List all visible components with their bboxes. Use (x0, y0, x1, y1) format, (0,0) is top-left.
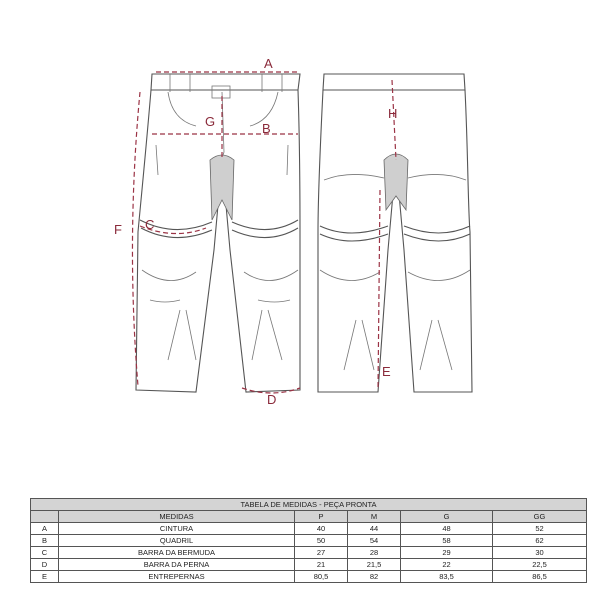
back-view (318, 74, 472, 392)
table-title-row (31, 499, 587, 511)
table-cell-value: 44 (348, 523, 401, 535)
table-row (31, 559, 587, 571)
table-header-size: P (295, 511, 348, 523)
label-C: C (145, 217, 155, 232)
table-title: TABELA DE MEDIDAS - PEÇA PRONTA (31, 499, 587, 511)
table-cell-code: B (31, 535, 59, 547)
table-cell-code: C (31, 547, 59, 559)
table-cell-measure-name: BARRA DA BERMUDA (59, 547, 295, 559)
label-F: F (114, 222, 122, 237)
label-D: D (267, 392, 277, 407)
table-cell-value: 30 (493, 547, 587, 559)
table-cell-value: 21 (295, 559, 348, 571)
table-cell-value: 28 (348, 547, 401, 559)
table-row (31, 523, 587, 535)
front-outline (136, 90, 300, 392)
table-cell-value: 50 (295, 535, 348, 547)
table-header-size: GG (493, 511, 587, 523)
table-header-size: M (348, 511, 401, 523)
table-cell-value: 58 (401, 535, 493, 547)
table-cell-value: 52 (493, 523, 587, 535)
back-gusset (384, 154, 408, 210)
front-waistband (151, 74, 300, 90)
table-row (31, 535, 587, 547)
table-header-size: G (401, 511, 493, 523)
table-row (31, 547, 587, 559)
table-header-label: MEDIDAS (59, 511, 295, 523)
label-G: G (205, 114, 216, 129)
label-A: A (264, 56, 273, 71)
size-table (30, 498, 587, 583)
measurement-lines (114, 56, 397, 407)
buckle (212, 86, 230, 98)
back-outline (318, 90, 472, 392)
table-cell-value: 22,5 (493, 559, 587, 571)
table-cell-value: 83,5 (401, 571, 493, 583)
table-cell-measure-name: ENTREPERNAS (59, 571, 295, 583)
table-cell-value: 40 (295, 523, 348, 535)
table-cell-value: 82 (348, 571, 401, 583)
label-E: E (382, 364, 391, 379)
table-cell-code: E (31, 571, 59, 583)
table-cell-code: D (31, 559, 59, 571)
front-view (136, 74, 300, 392)
table-cell-value: 86,5 (493, 571, 587, 583)
back-waistband (323, 74, 465, 90)
table-cell-measure-name: QUADRIL (59, 535, 295, 547)
table-cell-value: 22 (401, 559, 493, 571)
table-cell-value: 54 (348, 535, 401, 547)
table-cell-code: A (31, 523, 59, 535)
table-cell-value: 27 (295, 547, 348, 559)
table-cell-value: 21,5 (348, 559, 401, 571)
table-cell-value: 80,5 (295, 571, 348, 583)
table-row (31, 571, 587, 583)
table-cell-value: 48 (401, 523, 493, 535)
label-B: B (262, 121, 271, 136)
table-cell-measure-name: CINTURA (59, 523, 295, 535)
table-header-row (31, 511, 587, 523)
table-cell-measure-name: BARRA DA PERNA (59, 559, 295, 571)
label-H: H (388, 106, 398, 121)
table-header-blank (31, 511, 59, 523)
table-cell-value: 62 (493, 535, 587, 547)
table-cell-value: 29 (401, 547, 493, 559)
front-gusset (210, 155, 234, 220)
